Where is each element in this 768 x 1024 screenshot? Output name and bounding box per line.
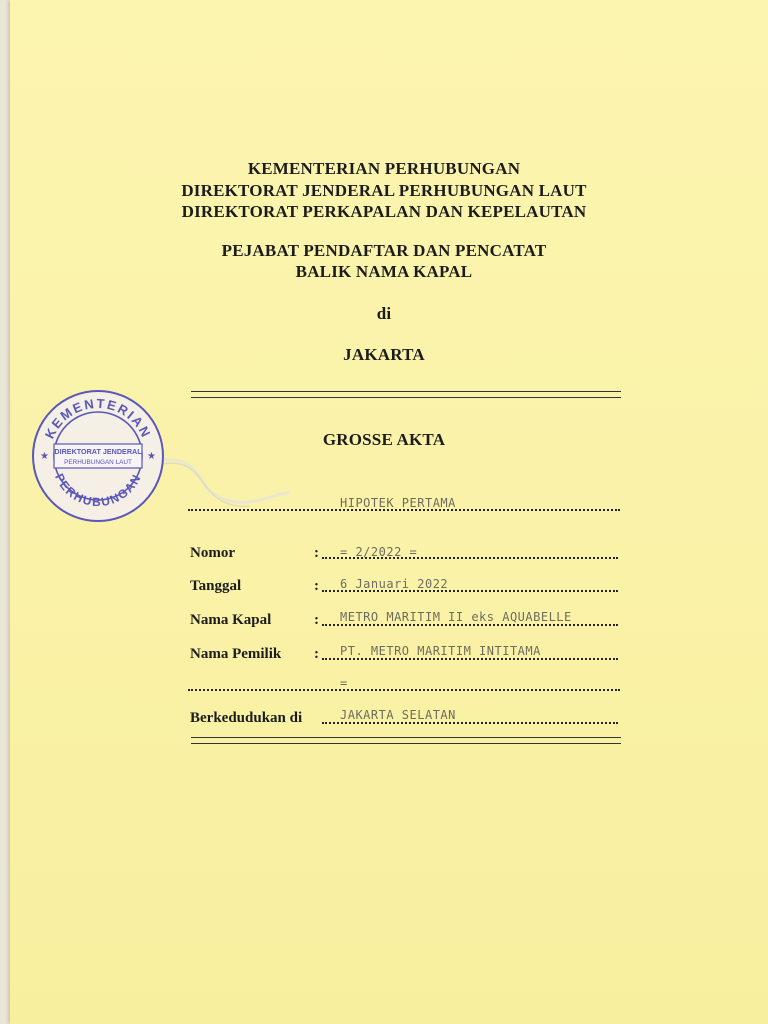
directorate-heading: DIREKTORAT PERKAPALAN DAN KEPELAUTAN xyxy=(181,202,587,221)
document-title: GROSSE AKTA xyxy=(322,430,446,449)
nama-kapal-label: Nama Kapal xyxy=(190,612,272,628)
office-line-1: PEJABAT PENDAFTAR DAN PENCATAT xyxy=(221,241,547,260)
tanggal-label: Tanggal xyxy=(190,578,242,594)
deed-type-value: HIPOTEK PERTAMA xyxy=(340,496,456,510)
stamp-center-line-2: PERHUBUNGAN LAUT xyxy=(64,459,132,466)
bottom-rule-1 xyxy=(191,737,621,738)
office-line-2: BALIK NAMA KAPAL xyxy=(295,262,473,281)
berkedudukan-value: JAKARTA SELATAN xyxy=(340,708,456,722)
top-rule-2 xyxy=(191,397,621,398)
stamp-left-star-icon: ★ xyxy=(40,451,49,462)
stamp-right-star-icon: ★ xyxy=(147,451,156,462)
berkedudukan-dotted-line xyxy=(322,722,618,724)
directorate-general-heading: DIREKTORAT JENDERAL PERHUBUNGAN LAUT xyxy=(181,181,587,200)
office-city: JAKARTA xyxy=(343,345,425,364)
stamp-top-text: KEMENTERIAN xyxy=(41,395,155,441)
ministry-heading: KEMENTERIAN PERHUBUNGAN xyxy=(247,159,521,178)
top-rule-1 xyxy=(191,391,621,392)
nomor-value: = 2/2022 = xyxy=(340,545,418,559)
nomor-colon: : xyxy=(314,545,319,561)
stamp-bottom-text: PERHUBUNGAN xyxy=(52,471,144,510)
stamp-center-line-1: DIREKTORAT JENDERAL xyxy=(54,447,142,456)
binding-thread xyxy=(160,440,320,530)
page-binding-edge xyxy=(0,0,10,1024)
nama-pemilik-dotted-line xyxy=(322,658,618,660)
nama-pemilik-colon: : xyxy=(314,646,319,662)
berkedudukan-label: Berkedudukan di xyxy=(190,710,303,726)
extra-line-value: = xyxy=(340,676,348,690)
nama-kapal-value: METRO MARITIM II eks AQUABELLE xyxy=(340,610,572,624)
bottom-rule-2 xyxy=(191,743,621,744)
tanggal-colon: : xyxy=(314,578,319,594)
official-seal-stamp xyxy=(30,388,166,524)
nama-kapal-colon: : xyxy=(314,612,319,628)
nama-pemilik-value: PT. METRO MARITIM INTITAMA xyxy=(340,644,541,658)
extra-dotted-line xyxy=(188,689,620,691)
office-di: di xyxy=(376,304,392,323)
nama-pemilik-label: Nama Pemilik xyxy=(190,646,282,662)
tanggal-value: 6 Januari 2022 xyxy=(340,577,449,591)
nomor-label: Nomor xyxy=(190,545,235,561)
nama-kapal-dotted-line xyxy=(322,624,618,626)
